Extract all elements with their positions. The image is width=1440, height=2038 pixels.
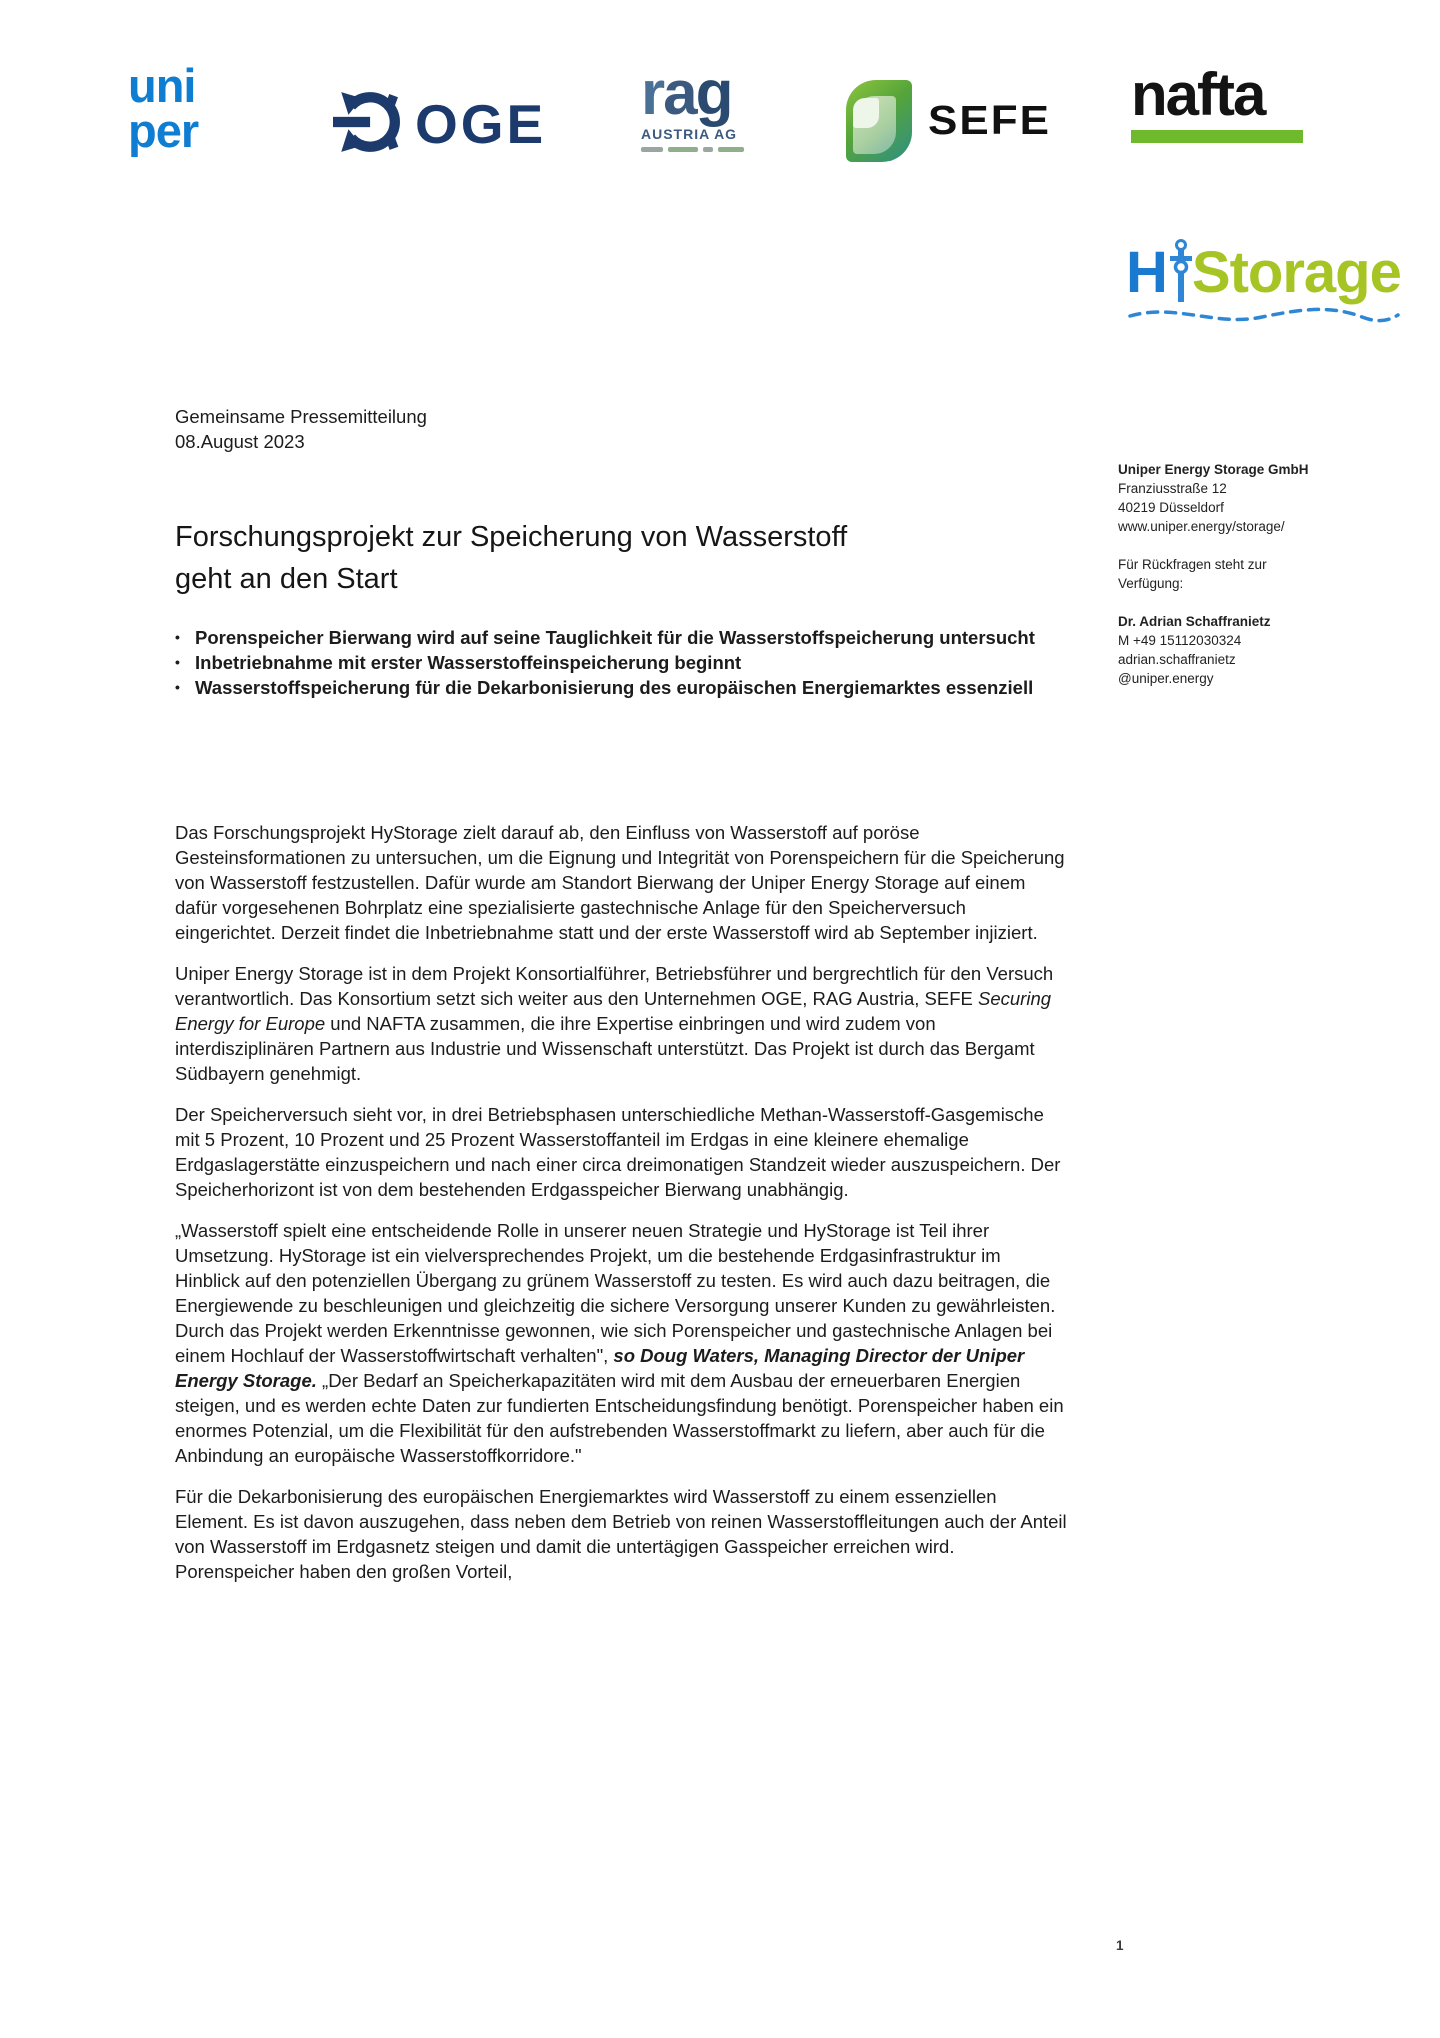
- key-point-text: Inbetriebnahme mit erster Wasserstoffeinspeicherung beginnt: [195, 652, 742, 673]
- company-street: Franziusstraße 12: [1118, 481, 1227, 496]
- hystorage-logo: [1126, 240, 1406, 336]
- hystorage-wordmark: [1126, 240, 1406, 309]
- contact-email-line1: adrian.schaffranietz: [1118, 652, 1236, 667]
- rag-austria-logo: [641, 59, 781, 152]
- body-paragraph: [175, 1102, 1067, 1202]
- paragraph-segment: „Wasserstoff spielt eine entscheidende Rolle in unserer neuen Strategie und HyStorage ist Teil ihrer Umsetzung. HyStorage ist ein vielversprechendes Projekt, um die bestehende Erdgasinfrastruktur im Hinblick auf den potenziellen Übergang zu grünem Wasserstoff zu testen. Es wird auch dazu beitragen, die Energiewende zu beschleunigen und gleichzeitig die sichere Versorgung unserer Kunden zu gewährleisten. Durch das Projekt werden Erkenntnisse gewonnen, wie sich Porenspeicher und gastechnische Anlagen bei einem Hochlauf der Wasserstoffwirtschaft verhalten",: [175, 1220, 1056, 1366]
- key-point-item: [175, 675, 1075, 700]
- body-paragraph: [175, 1218, 1067, 1468]
- contact-sidebar: [1118, 460, 1338, 688]
- uniper-logo-line2: per: [128, 103, 199, 157]
- sefe-wordmark: SEFE: [928, 98, 1051, 144]
- hystorage-storage: Storage: [1191, 240, 1401, 305]
- contact-email-line2: @uniper.energy: [1118, 671, 1214, 686]
- wellhead-icon: [1169, 238, 1193, 309]
- water-wave-icon: [1126, 301, 1406, 336]
- bullet-marker: •: [175, 629, 180, 645]
- bullet-marker: •: [175, 654, 180, 670]
- oge-circular-arrows-icon: [333, 88, 401, 161]
- body-paragraph: [175, 961, 1067, 1086]
- key-points-list: [175, 625, 1075, 700]
- company-name: Uniper Energy Storage GmbH: [1118, 462, 1309, 477]
- company-city: 40219 Düsseldorf: [1118, 500, 1224, 515]
- meta-date: 08.August 2023: [175, 431, 305, 452]
- contact-intro-line1: Für Rückfragen steht zur: [1118, 557, 1267, 572]
- uniper-logo-line1: uni: [128, 59, 196, 112]
- uniper-logo: [128, 59, 199, 157]
- contact-intro-line2: Verfügung:: [1118, 576, 1184, 591]
- contact-phone: M +49 15112030324: [1118, 633, 1242, 648]
- meta-type: Gemeinsame Pressemitteilung: [175, 406, 427, 427]
- body-paragraph: [175, 820, 1067, 945]
- key-point-item: [175, 625, 1075, 650]
- oge-logo: [333, 88, 546, 161]
- sefe-leaf-icon: [846, 80, 912, 162]
- paragraph-segment: Für die Dekarbonisierung des europäischen Energiemarktes wird Wasserstoff zu einem essenziellen Element. Es ist davon auszugehen, dass neben dem Betrieb von reinen Wasserstoffleitungen auch der Anteil von Wasserstoff im Erdgasnetz steigen und damit die untertägigen Gasspeicher erreichen wird. Porenspeicher haben den großen Vorteil,: [175, 1486, 1067, 1582]
- body-paragraphs: [175, 820, 1067, 1600]
- oge-wordmark: OGE: [415, 93, 547, 155]
- page-title: [175, 516, 847, 600]
- rag-subline: AUSTRIA AG: [641, 125, 738, 142]
- page-title-line2: geht an den Start: [175, 563, 398, 595]
- key-point-text: Wasserstoffspeicherung für die Dekarbonisierung des europäischen Energiemarktes essenziell: [195, 677, 1034, 698]
- paragraph-segment: und NAFTA zusammen, die ihre Expertise einbringen und wird zudem von interdisziplinären Partnern aus Industrie und Wissenschaft unterstützt. Das Projekt ist durch das Bergamt Südbayern genehmigt.: [175, 1013, 1035, 1084]
- paragraph-segment: Securing Energy for Europe: [175, 988, 1052, 1034]
- document-meta: [175, 404, 427, 454]
- company-website: www.uniper.energy/storage/: [1118, 519, 1285, 534]
- key-point-item: [175, 650, 1075, 675]
- sidebar-spacer: [1118, 536, 1338, 555]
- paragraph-segment: Das Forschungsprojekt HyStorage zielt darauf ab, den Einfluss von Wasserstoff auf poröse Gesteinsformationen zu untersuchen, um die Eignung und Integrität von Porenspeichern für die Speicherung von Wasserstoff festzustellen. Dafür wurde am Standort Bierwang der Uniper Energy Storage auf einem dafür vorgesehenen Bohrplatz eine spezialisierte gastechnische Anlage für den Speicherversuch eingerichtet. Derzeit findet die Inbetriebnahme statt und der erste Wasserstoff wird ab September injiziert.: [175, 822, 1065, 943]
- rag-wordmark: rag: [641, 59, 732, 128]
- page-title-line1: Forschungsprojekt zur Speicherung von Wasserstoff: [175, 521, 848, 553]
- rag-tagline-placeholder: [641, 147, 781, 152]
- paragraph-segment: „Der Bedarf an Speicherkapazitäten wird mit dem Ausbau der erneuerbaren Energien steigen, und es werden echte Daten zur fundierten Entscheidungsfindung benötigt. Porenspeicher haben ein enormes Potenzial, um die Flexibilität für den aufstrebenden Wasserstoffmarkt zu liefern, aber auch für die Anbindung an europäische Wasserstoffkorridore.": [175, 1370, 1064, 1466]
- paragraph-segment: Der Speicherversuch sieht vor, in drei Betriebsphasen unterschiedliche Methan-Wasserstoff-Gasgemische mit 5 Prozent, 10 Prozent und 25 Prozent Wasserstoffanteil im Erdgas in eine kleinere ehemalige Erdgaslagerstätte einzuspeichern und nach einer circa dreimonatigen Standzeit wieder auszuspeichern. Der Speicherhorizont ist von dem bestehenden Erdgasspeicher Bierwang unabhängig.: [175, 1104, 1061, 1200]
- hystorage-h: H: [1126, 240, 1168, 305]
- contact-name: Dr. Adrian Schaffranietz: [1118, 614, 1271, 629]
- paragraph-segment: so Doug Waters, Managing Director der Uniper Energy Storage.: [175, 1345, 1025, 1391]
- bullet-marker: •: [175, 679, 180, 695]
- key-point-text: Porenspeicher Bierwang wird auf seine Tauglichkeit für die Wasserstoffspeicherung untersucht: [195, 627, 1035, 648]
- page-number: 1: [1116, 1938, 1124, 1953]
- body-paragraph: [175, 1484, 1067, 1584]
- paragraph-segment: Uniper Energy Storage ist in dem Projekt Konsortialführer, Betriebsführer und bergrechtlich für den Versuch verantwortlich. Das Konsortium setzt sich weiter aus den Unternehmen OGE, RAG Austria, SEFE: [175, 963, 1054, 1009]
- nafta-logo: [1131, 56, 1303, 143]
- nafta-wordmark: nafta: [1131, 61, 1265, 128]
- sidebar-spacer: [1118, 593, 1338, 612]
- sefe-logo: [846, 80, 1051, 162]
